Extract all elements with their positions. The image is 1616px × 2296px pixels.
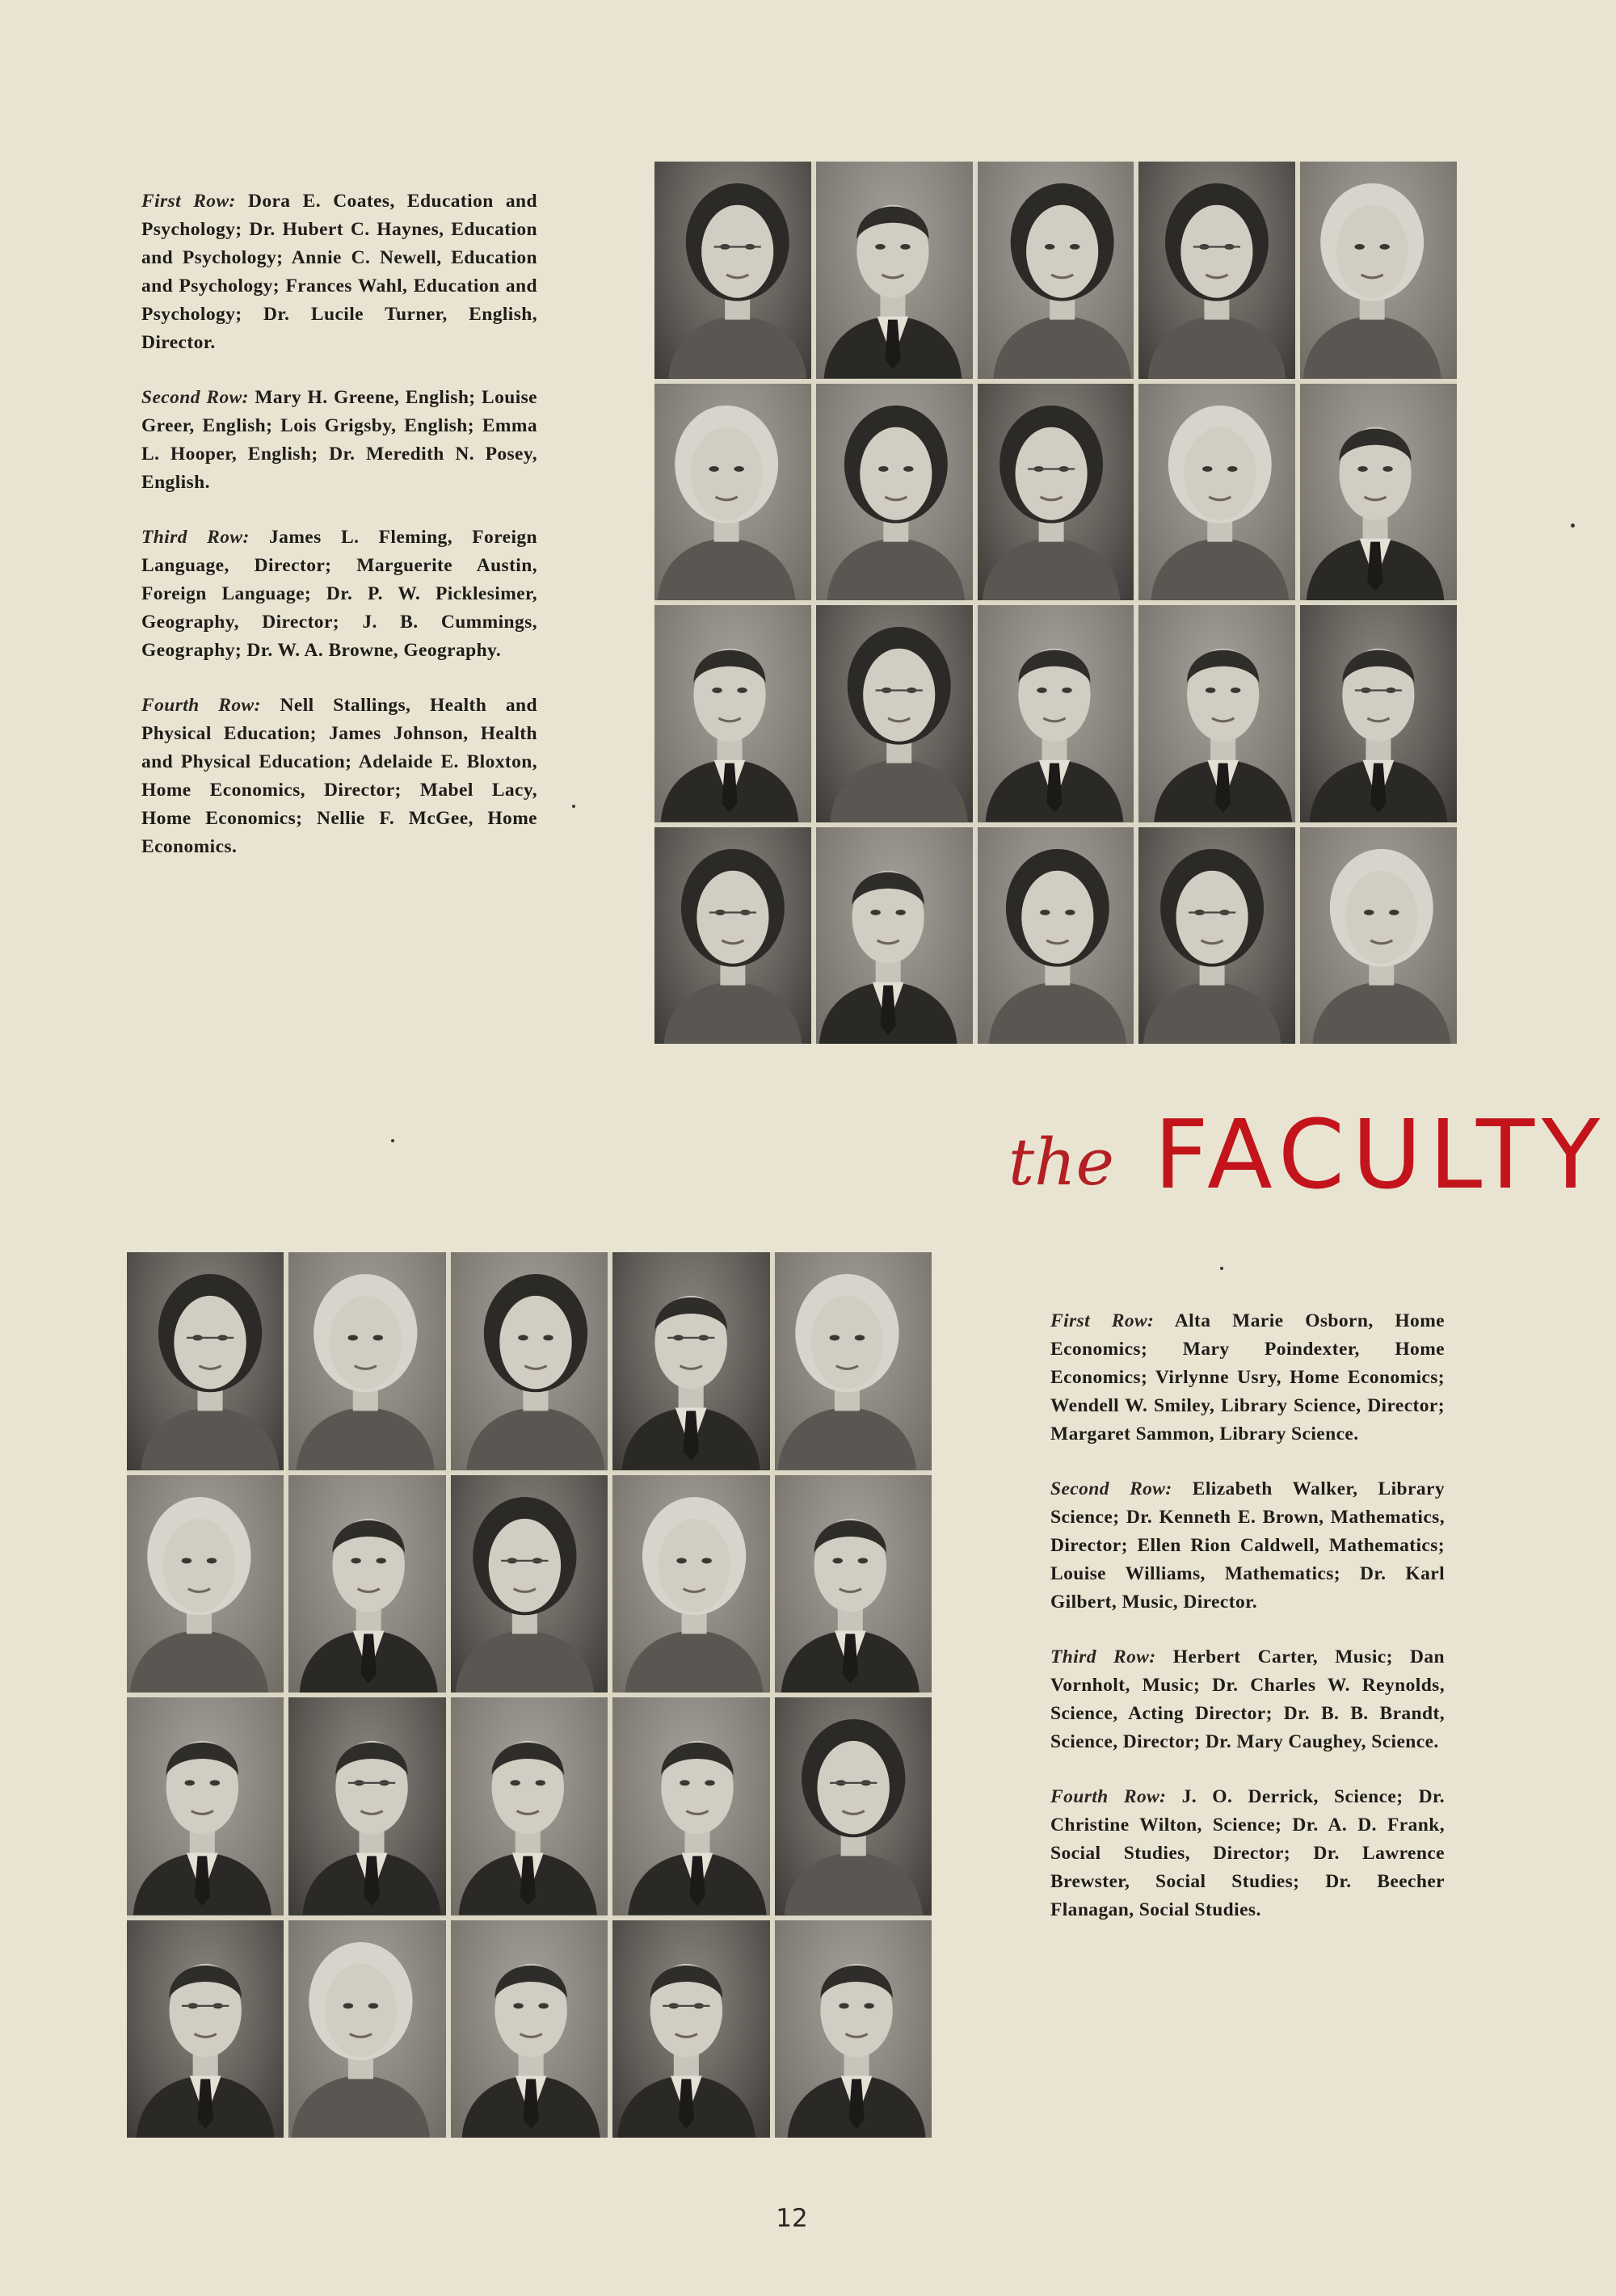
print-speck	[572, 805, 575, 808]
row-names: James L. Fleming, Foreign Language, Director; Marguerite Austin, Foreign Language; Dr. P. W. Picklesimer, Geography, Director; J. B. Cummings, Geography; Dr. W. A. Browne, Geography.	[141, 527, 537, 661]
top-portrait-r2-c5	[1300, 384, 1457, 601]
row-label: Third Row:	[141, 527, 250, 548]
row-label: Second Row:	[1050, 1478, 1172, 1499]
row-names: Alta Marie Osborn, Home Economics; Mary Poindexter, Home Economics; Virlynne Usry, Home Economics; Wendell W. Smiley, Library Science, Director; Margaret Sammon, Library Science.	[1050, 1310, 1446, 1444]
top-portrait-r2-c4	[1138, 384, 1295, 601]
portrait-photo	[451, 1475, 608, 1693]
top-portrait-r4-c1	[654, 827, 811, 1045]
portrait-photo	[612, 1697, 769, 1915]
bottom-portrait-r1-c3	[451, 1252, 608, 1470]
bottom-caption	[1050, 1307, 1445, 1951]
row-names: Nell Stallings, Health and Physical Education; James Johnson, Health and Physical Education; Adelaide E. Bloxton, Home Economics, Director; Mabel Lacy, Home Economics; Nellie F. McGee, Home Economics.	[141, 695, 537, 857]
top-portrait-r2-c2	[816, 384, 973, 601]
top-portrait-r2-c1	[654, 384, 811, 601]
bottom-portrait-r1-c5	[775, 1252, 932, 1470]
print-speck	[391, 1139, 394, 1142]
portrait-photo	[978, 827, 1134, 1045]
portrait-photo	[1300, 605, 1457, 822]
title-faculty: FACULTY	[1154, 1099, 1608, 1210]
portrait-photo	[654, 605, 811, 822]
bottom-portrait-r2-c3	[451, 1475, 608, 1693]
top-portrait-grid	[654, 162, 1457, 1044]
bottom-portrait-r3-c4	[612, 1697, 769, 1915]
portrait-photo	[775, 1920, 932, 2138]
portrait-photo	[127, 1697, 284, 1915]
row-names: Mary H. Greene, English; Louise Greer, English; Lois Grigsby, English; Emma L. Hooper, English; Dr. Meredith N. Posey, English.	[141, 387, 537, 493]
portrait-photo	[775, 1252, 932, 1470]
bottom-portrait-r4-c2	[288, 1920, 445, 2138]
row-label: First Row:	[1050, 1310, 1155, 1331]
page-number: 12	[776, 2204, 808, 2233]
bottom-portrait-r2-c2	[288, 1475, 445, 1693]
bottom-portrait-r3-c1	[127, 1697, 284, 1915]
bottom-portrait-r4-c1	[127, 1920, 284, 2138]
title-the: the	[1008, 1125, 1115, 1200]
top-portrait-r4-c5	[1300, 827, 1457, 1045]
top-portrait-r4-c3	[978, 827, 1134, 1045]
portrait-photo	[1300, 384, 1457, 601]
bottom-portrait-r4-c5	[775, 1920, 932, 2138]
portrait-photo	[451, 1697, 608, 1915]
bottom-portrait-r3-c5	[775, 1697, 932, 1915]
caption-paragraph	[141, 187, 537, 357]
portrait-photo	[1138, 384, 1295, 601]
bottom-portrait-r4-c3	[451, 1920, 608, 2138]
portrait-photo	[1138, 162, 1295, 379]
row-label: Fourth Row:	[141, 695, 261, 716]
top-portrait-r1-c5	[1300, 162, 1457, 379]
portrait-photo	[816, 162, 973, 379]
top-portrait-r3-c4	[1138, 605, 1295, 822]
bottom-portrait-r4-c4	[612, 1920, 769, 2138]
caption-paragraph	[141, 524, 537, 665]
portrait-photo	[775, 1697, 932, 1915]
portrait-photo	[654, 827, 811, 1045]
portrait-photo	[1138, 827, 1295, 1045]
top-portrait-r3-c3	[978, 605, 1134, 822]
top-portrait-r3-c5	[1300, 605, 1457, 822]
caption-paragraph	[1050, 1643, 1445, 1756]
section-title	[1008, 1099, 1606, 1220]
portrait-photo	[775, 1475, 932, 1693]
bottom-portrait-r2-c5	[775, 1475, 932, 1693]
top-portrait-r1-c4	[1138, 162, 1295, 379]
portrait-photo	[978, 384, 1134, 601]
portrait-photo	[288, 1920, 445, 2138]
portrait-photo	[1300, 827, 1457, 1045]
caption-paragraph	[1050, 1307, 1445, 1449]
portrait-photo	[288, 1697, 445, 1915]
portrait-photo	[127, 1920, 284, 2138]
bottom-portrait-r2-c4	[612, 1475, 769, 1693]
portrait-photo	[654, 162, 811, 379]
row-names: Herbert Carter, Music; Dan Vornholt, Music; Dr. Charles W. Reynolds, Science, Acting Director; Dr. B. B. Brandt, Science, Director; Dr. Mary Caughey, Science.	[1050, 1646, 1445, 1752]
top-portrait-r1-c2	[816, 162, 973, 379]
portrait-photo	[978, 162, 1134, 379]
row-label: Third Row:	[1050, 1646, 1156, 1667]
bottom-portrait-r3-c3	[451, 1697, 608, 1915]
row-names: J. O. Derrick, Science; Dr. Christine Wilton, Science; Dr. A. D. Frank, Social Studies, Director; Dr. Lawrence Brewster, Social Studies; Dr. Beecher Flanagan, Social Studies.	[1050, 1786, 1445, 1920]
portrait-photo	[127, 1252, 284, 1470]
portrait-photo	[654, 384, 811, 601]
row-label: Fourth Row:	[1050, 1786, 1167, 1807]
portrait-photo	[1138, 605, 1295, 822]
portrait-photo	[816, 384, 973, 601]
portrait-photo	[1300, 162, 1457, 379]
caption-paragraph	[1050, 1475, 1445, 1617]
print-speck	[1220, 1267, 1223, 1270]
caption-paragraph	[141, 692, 537, 861]
row-label: First Row:	[141, 191, 236, 212]
portrait-photo	[816, 605, 973, 822]
portrait-photo	[288, 1252, 445, 1470]
portrait-photo	[288, 1475, 445, 1693]
top-portrait-r3-c2	[816, 605, 973, 822]
top-portrait-r4-c2	[816, 827, 973, 1045]
portrait-photo	[451, 1252, 608, 1470]
portrait-photo	[612, 1475, 769, 1693]
row-names: Elizabeth Walker, Library Science; Dr. Kenneth E. Brown, Mathematics, Director; Ellen Rion Caldwell, Mathematics; Louise Williams, Mathematics; Dr. Karl Gilbert, Music, Director.	[1050, 1478, 1445, 1613]
row-label: Second Row:	[141, 387, 249, 408]
portrait-photo	[978, 605, 1134, 822]
bottom-portrait-r1-c4	[612, 1252, 769, 1470]
top-caption	[141, 187, 537, 888]
portrait-photo	[127, 1475, 284, 1693]
bottom-portrait-grid	[127, 1252, 932, 2138]
print-speck	[1571, 524, 1575, 528]
bottom-portrait-r3-c2	[288, 1697, 445, 1915]
top-portrait-r4-c4	[1138, 827, 1295, 1045]
top-portrait-r3-c1	[654, 605, 811, 822]
row-names: Dora E. Coates, Education and Psychology; Dr. Hubert C. Haynes, Education and Psychology; Annie C. Newell, Education and Psychology; Frances Wahl, Education and Psychology; Dr. Lucile Turner, English, Director.	[141, 191, 537, 353]
portrait-photo	[612, 1920, 769, 2138]
portrait-photo	[816, 827, 973, 1045]
portrait-photo	[451, 1920, 608, 2138]
caption-paragraph	[1050, 1783, 1445, 1924]
bottom-portrait-r1-c2	[288, 1252, 445, 1470]
bottom-portrait-r1-c1	[127, 1252, 284, 1470]
bottom-portrait-r2-c1	[127, 1475, 284, 1693]
top-portrait-r1-c1	[654, 162, 811, 379]
portrait-photo	[612, 1252, 769, 1470]
caption-paragraph	[141, 384, 537, 497]
top-portrait-r1-c3	[978, 162, 1134, 379]
top-portrait-r2-c3	[978, 384, 1134, 601]
